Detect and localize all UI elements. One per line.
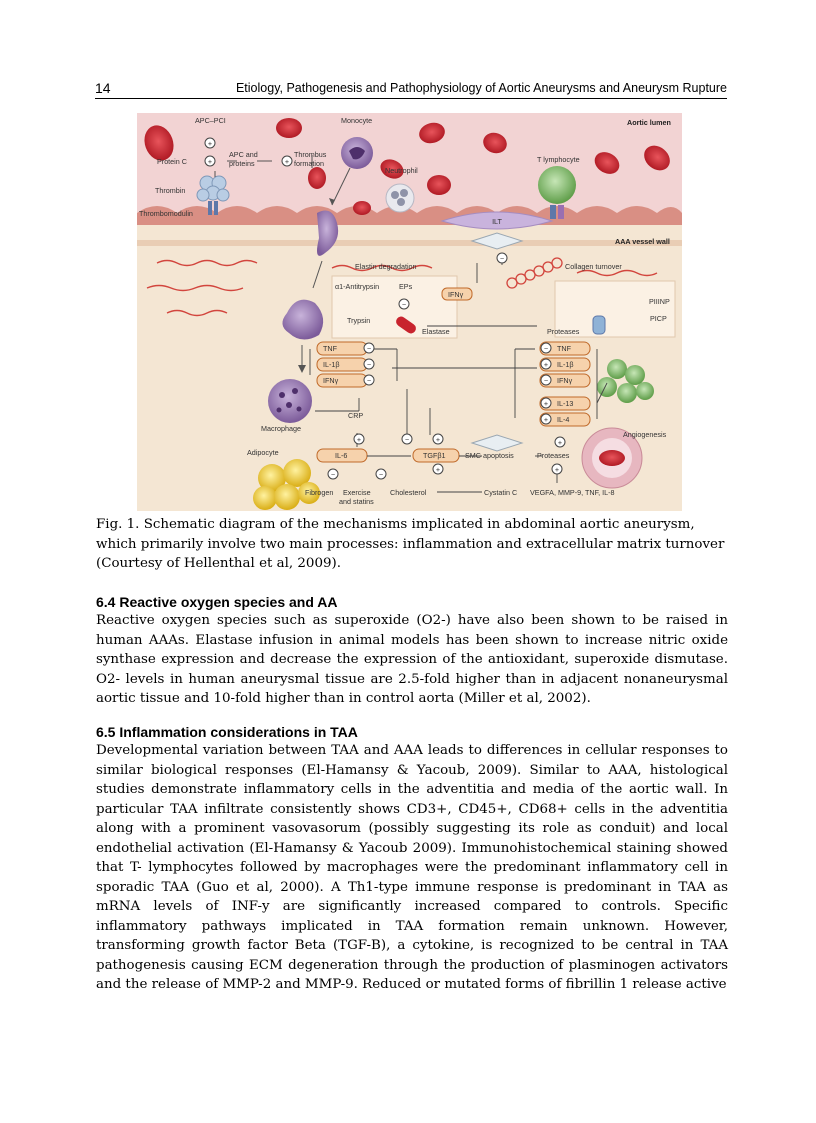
- label-macrophage: Macrophage: [261, 424, 301, 433]
- marker-minus: −: [499, 254, 505, 263]
- figure-1: [137, 113, 682, 511]
- marker-minus: −: [401, 300, 407, 309]
- label-il1b-left: IL-1β: [323, 360, 340, 369]
- label-elastin-degradation: Elastin degradation: [355, 262, 417, 271]
- label-il13: IL-13: [557, 399, 574, 408]
- label-fibrogen: Fibrogen: [305, 488, 334, 497]
- label-ifny-left: IFNγ: [323, 376, 339, 385]
- label-aortic-lumen: Aortic lumen: [627, 118, 671, 127]
- marker-plus: +: [543, 399, 549, 408]
- label-ifny-top: IFNγ: [448, 290, 464, 299]
- label-protein-c: Protein C: [157, 157, 187, 166]
- macrophage-cell: [268, 379, 312, 423]
- neutrophil-cell: [386, 184, 414, 212]
- protease-pill: [593, 316, 605, 334]
- label-cystatin-c: Cystatin C: [484, 488, 518, 497]
- label-thrombus: Thrombus: [294, 150, 327, 159]
- label-angiogenesis: Angiogenesis: [623, 430, 667, 439]
- label-adipocyte: Adipocyte: [247, 448, 279, 457]
- label-proteases: Proteases: [547, 327, 580, 336]
- label-proteins: proteins: [229, 159, 255, 168]
- aaa-mechanism-diagram: [137, 113, 682, 511]
- label-il4: IL-4: [557, 415, 570, 424]
- label-monocyte: Monocyte: [341, 116, 373, 125]
- label-picp: PICP: [650, 314, 667, 323]
- section-heading: 6.4 Reactive oxygen species and AA: [96, 594, 338, 610]
- marker-plus: +: [284, 157, 290, 166]
- marker-minus: −: [330, 470, 336, 479]
- label-il6: IL-6: [335, 451, 348, 460]
- section-body: Reactive oxygen species such as superoxide (O2-) have also been shown to be raised in human AAAs. Elastase infusion in animal models has been shown to increase nitric oxide synthase expression and decrease the expression of the antioxidant, superoxide dismutase. O2- levels in human aneurysmal tissue are 2.5-fold higher than in adjacent nonaneurysmal aortic tissue and 10-fold higher than in control aorta (Miller et al, 2002).: [96, 613, 728, 706]
- marker-minus: −: [543, 376, 549, 385]
- label-tnf-right: TNF: [557, 344, 571, 353]
- label-cholesterol: Cholesterol: [390, 488, 427, 497]
- label-ifny-right: IFNγ: [557, 376, 573, 385]
- label-ilt: ILT: [492, 217, 502, 226]
- marker-minus: −: [366, 344, 372, 353]
- running-header: [95, 80, 727, 99]
- section-heading: 6.5 Inflammation considerations in TAA: [96, 724, 358, 740]
- label-tnf-left: TNF: [323, 344, 337, 353]
- section-6-4: [96, 593, 728, 709]
- label-and-statins: and statins: [339, 497, 374, 506]
- marker-plus: +: [207, 139, 213, 148]
- label-elastase: Elastase: [422, 327, 450, 336]
- label-eps: EPs: [399, 282, 413, 291]
- label-collagen-turnover: Collagen turnover: [565, 262, 622, 271]
- marker-minus: −: [378, 470, 384, 479]
- label-thrombomodulin: Thrombomodulin: [139, 209, 193, 218]
- label-piiinp: PIIINP: [649, 297, 670, 306]
- marker-plus: +: [543, 360, 549, 369]
- label-tgfb1: TGFβ1: [423, 451, 446, 460]
- running-title: Etiology, Pathogenesis and Pathophysiology of Aortic Aneurysms and Aneurysm Rupture: [235, 81, 727, 95]
- label-vegfa: VEGFA, MMP-9, TNF, IL-8: [530, 488, 615, 497]
- marker-plus: +: [543, 415, 549, 424]
- marker-plus: +: [207, 157, 213, 166]
- marker-minus: −: [366, 360, 372, 369]
- label-proteases-bottom: Proteases: [537, 451, 570, 460]
- section-6-5: [96, 723, 728, 995]
- marker-minus: −: [404, 435, 410, 444]
- marker-plus: +: [554, 465, 560, 474]
- label-formation: formation: [294, 159, 324, 168]
- label-smc-apoptosis: SMC apoptosis: [465, 451, 514, 460]
- t-lymphocyte-cell: [538, 166, 576, 204]
- marker-plus: +: [356, 435, 362, 444]
- marker-plus: +: [435, 465, 441, 474]
- label-il1b-right: IL-1β: [557, 360, 574, 369]
- marker-plus: +: [435, 435, 441, 444]
- label-aaa-vessel-wall: AAA vessel wall: [615, 237, 670, 246]
- label-apc-and: APC and: [229, 150, 258, 159]
- label-a1-antitrypsin: α1-Antitrypsin: [335, 282, 380, 291]
- label-t-lymphocyte: T lymphocyte: [537, 155, 580, 164]
- label-apc-pci: APC–PCI: [195, 116, 226, 125]
- label-exercise: Exercise: [343, 488, 371, 497]
- label-thrombin: Thrombin: [155, 186, 186, 195]
- section-body: Developmental variation between TAA and AAA leads to differences in cellular responses to similar biological responses (El-Hamansy & Yacoub, 2009). Similar to AAA, histological studies demonstrate inflammatory cells in the adventitia and media of the aortic wall. In particular TAA infiltrate consistently shows CD3+, CD45+, CD68+ cells in the adventitia along with a prominent vasovasorum (possibly suggesting its role as conduit) and local endothelial activation (El-Hamansy & Yacoub 2009). Immunohistochemical staining showed that T- lymphocytes followed by macrophages were the predominant inflammatory cell in sporadic TAA (Guo et al, 2000). A Th1-type immune response is predominant in TAA as mRNA levels of INF-y are significantly increased compared to controls. Specific inflammatory pathways implicated in TAA formation remain unknown. However, transforming growth factor Beta (TGF-B), a cytokine, is recognized to be central in TAA pathogenesis causing ECM degeneration through the production of plasminogen activators and the release of MMP-2 and MMP-9. Reduced or mutated forms of fibrillin 1 release active: [96, 743, 728, 992]
- marker-minus: −: [366, 376, 372, 385]
- page-number: 14: [95, 80, 111, 96]
- figure-caption: Fig. 1. Schematic diagram of the mechanisms implicated in abdominal aortic aneurysm, which primarily involve two main processes: inflammation and extracellular matrix turnover (Courtesy of Hellenthal et al, 2009).: [96, 517, 725, 571]
- marker-plus: +: [557, 438, 563, 447]
- marker-minus: −: [543, 344, 549, 353]
- label-crp: CRP: [348, 411, 364, 420]
- label-neutrophil: Neutrophil: [385, 166, 418, 175]
- label-trypsin: Trypsin: [347, 316, 371, 325]
